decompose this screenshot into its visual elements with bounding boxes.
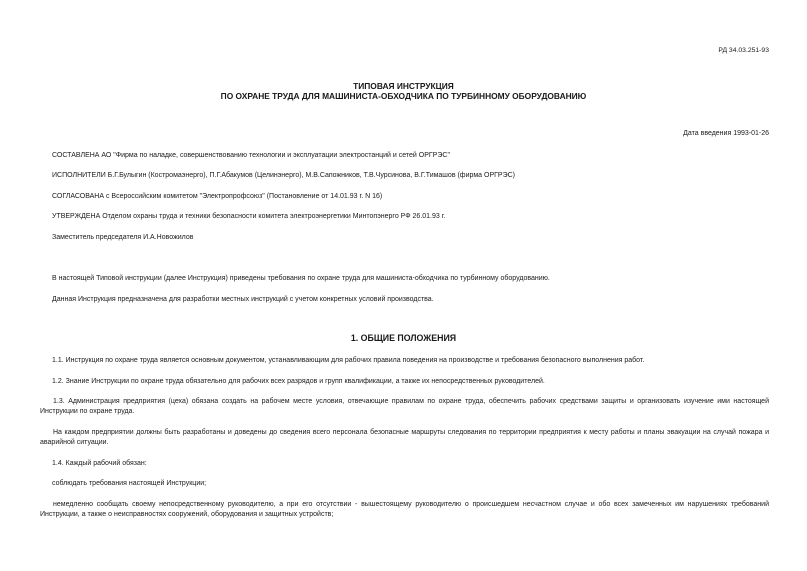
document-title xyxy=(0,81,807,101)
clause-1-4: 1.4. Каждый рабочий обязан: xyxy=(52,460,147,467)
intro-paragraph-2: Данная Инструкция предназначена для разработки местных инструкций с учетом конкретных условий производства. xyxy=(52,296,434,303)
title-line-2: ПО ОХРАНЕ ТРУДА ДЛЯ МАШИНИСТА-ОБХОДЧИКА ПО ТУРБИННОМУ ОБОРУДОВАНИЮ xyxy=(220,91,587,101)
intro-paragraph-1: В настоящей Типовой инструкции (далее Инструкция) приведены требования по охране труда для машиниста-обходчика по турбинному оборудованию. xyxy=(52,275,550,282)
executors: ИСПОЛНИТЕЛИ Б.Г.Булыгин (Костромаэнерго), П.Г.Абакумов (Целинэнерго), М.В.Сапожников, Т.В.Чурсинова, В.Г.Тимашов (фирма ОРГРЭС) xyxy=(52,172,516,179)
clause-1-2: 1.2. Знание Инструкции по охране труда обязательно для рабочих всех разрядов и групп квалификации, а также их непосредственных руководителей. xyxy=(52,378,545,385)
clause-1-1: 1.1. Инструкция по охране труда является основным документом, устанавливающим для рабочих правила поведения на производстве и требования безопасного выполнения работ. xyxy=(52,357,645,364)
clause-1-3: 1.3. Администрация предприятия (цеха) обязана создать на рабочем месте условия, отвечающие правилам по охране труда, обеспечить рабочих средствами защиты и организовать изучение ими настоящей Инструкции по охране труда. xyxy=(40,398,769,415)
clause-1-3-evacuation: На каждом предприятии должны быть разработаны и доведены до сведения всего персонала безопасные маршруты следования по территории предприятия к месту работы и планы эвакуации на случай пожара и аварийной ситуации. xyxy=(40,429,769,446)
approved-by: УТВЕРЖДЕНА Отделом охраны труда и техники безопасности комитета электроэнергетики Минтопэнерго РФ 26.01.93 г. xyxy=(52,213,446,220)
date-of-introduction: Дата введения 1993-01-26 xyxy=(683,130,769,137)
clause-1-4-item-a: соблюдать требования настоящей Инструкции; xyxy=(52,480,207,487)
section-1-title: 1. ОБЩИЕ ПОЛОЖЕНИЯ xyxy=(350,333,457,343)
document-code: РД 34.03.251-93 xyxy=(718,47,769,54)
deputy-chairman: Заместитель председателя И.А.Новожилов xyxy=(52,234,194,241)
composed-by: СОСТАВЛЕНА АО "Фирма по наладке, совершенствованию технологии и эксплуатации электростанций и сетей ОРГРЭС" xyxy=(52,152,450,159)
clause-1-4-item-b: немедленно сообщать своему непосредственному руководителю, а при его отсутствии - вышестоящему руководителю о происшедшем несчастном случае и обо всех замеченных им нарушениях требований Инструкции, а также о неисправностях сооружений, оборудования и защитных устройств; xyxy=(40,501,769,518)
title-line-1: ТИПОВАЯ ИНСТРУКЦИЯ xyxy=(353,81,454,91)
agreed-with: СОГЛАСОВАНА с Всероссийским комитетом "Электропрофсоюз" (Постановление от 14.01.93 г. N 16) xyxy=(52,193,383,200)
